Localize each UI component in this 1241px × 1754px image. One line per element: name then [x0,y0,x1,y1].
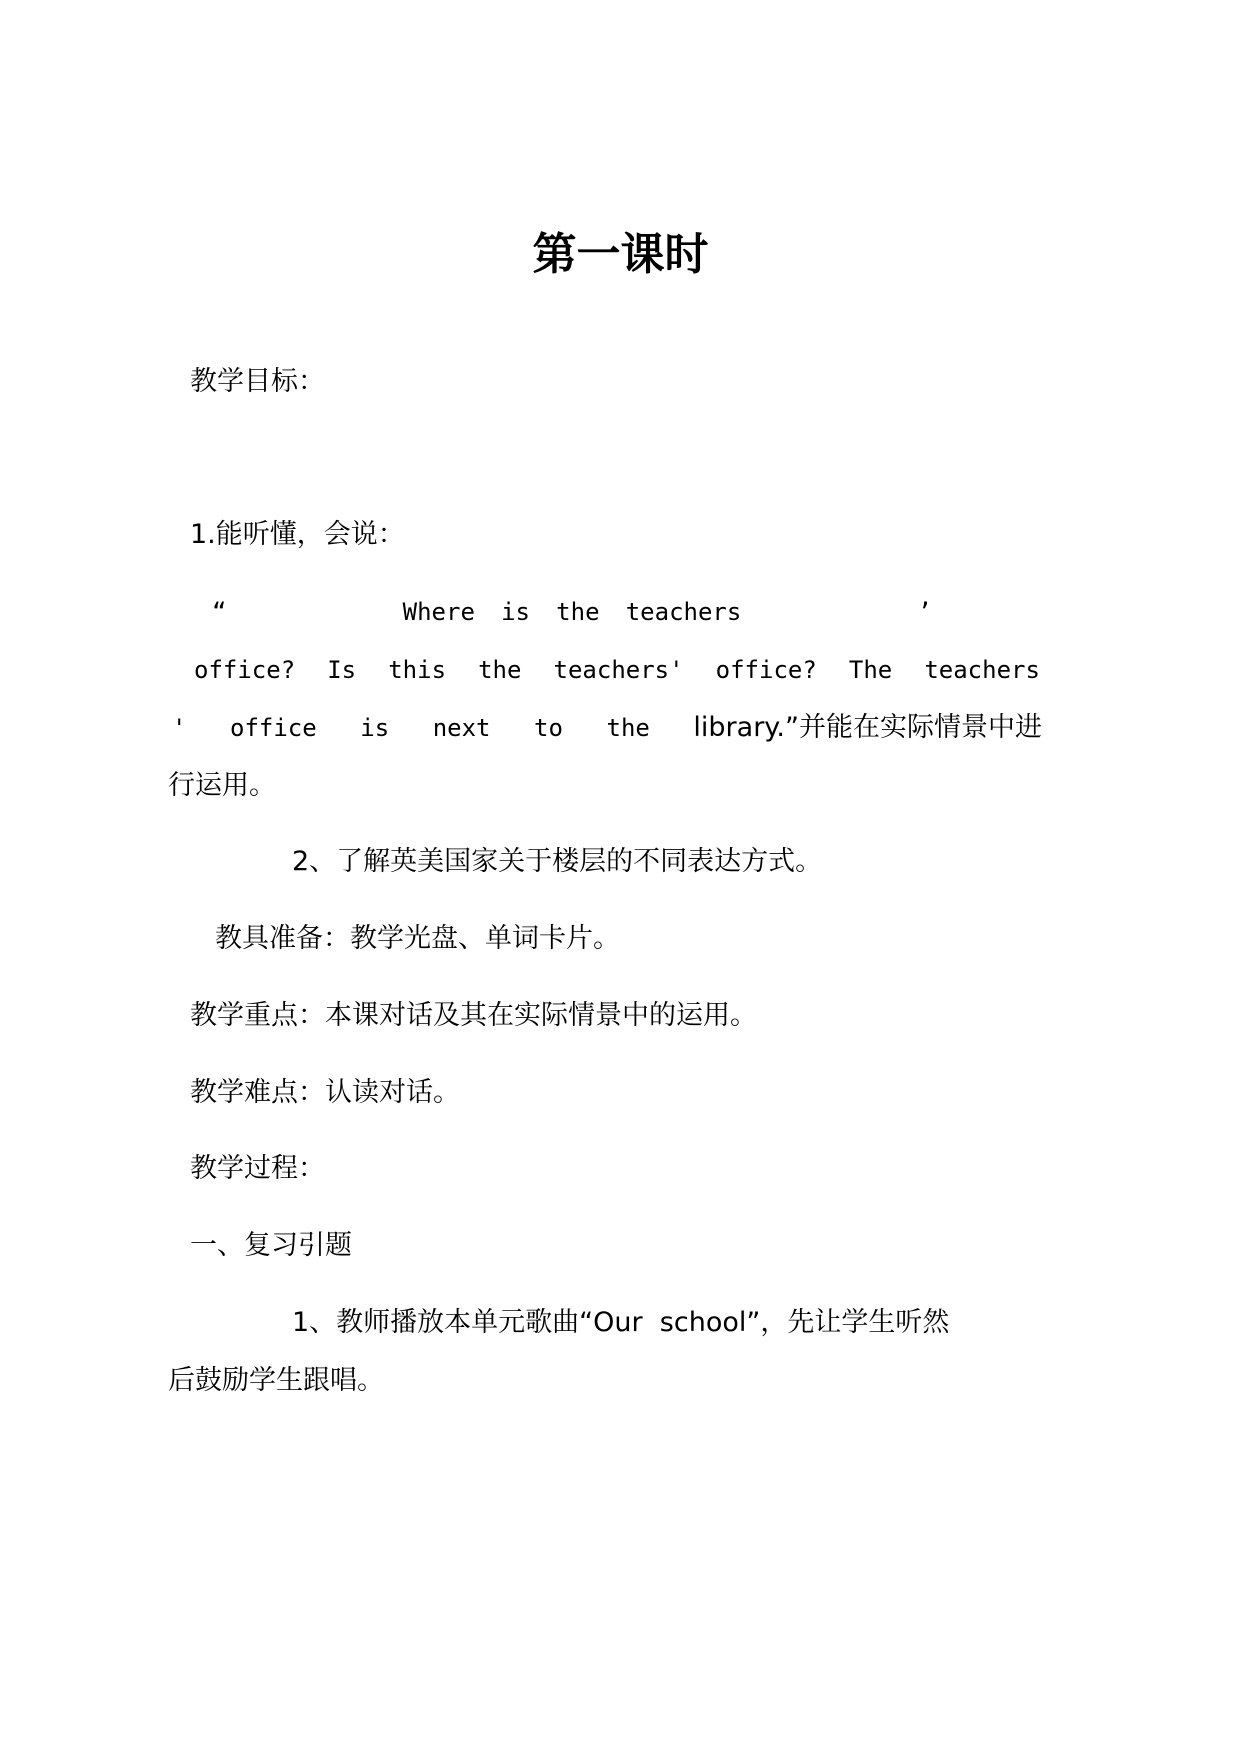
page-title: 第一课时 [532,229,709,280]
dialog-word: to [534,714,563,742]
dialog-word: library.”并能在实际情景中进 [693,712,1042,743]
step-1-line-1: 1、教师播放本单元歌曲“Our school”，先让学生听然 [292,1307,950,1338]
dialog-word: the [606,714,650,742]
dialog-word: office? [715,656,817,684]
dialog-word: is [360,714,390,742]
dialog-word: The [848,656,893,684]
process-heading: 教学过程： [190,1153,325,1184]
dialog-word: ’ [917,598,932,626]
dialog-word: office? [194,656,296,684]
dialog-word: Is [327,656,357,684]
dialog-word: Where [402,598,475,626]
section-1-heading: 一、复习引题 [190,1230,352,1261]
dialog-word: teachers' [553,656,684,684]
dialog-word: “ [212,598,227,626]
dialog-word: teachers [625,598,742,626]
dialog-line-3 [172,708,1042,748]
objective-2: 2、了解英美国家关于楼层的不同表达方式。 [292,846,823,877]
dialog-line-1 [212,592,932,632]
materials: 教具准备：教学光盘、单词卡片。 [215,923,620,954]
dialog-word: the [478,656,522,684]
dialog-word: teachers [924,656,1040,684]
objective-1-intro: 1.能听懂，会说： [190,519,405,550]
step-1-line-2: 后鼓励学生跟唱。 [168,1365,384,1396]
dialog-word: is [501,598,530,626]
dialog-line-2 [194,650,1040,690]
dialog-word: the [556,598,600,626]
dialog-word: next [432,714,491,742]
dialog-word: office [230,714,317,742]
dialog-word: ' [172,714,187,742]
dialog-line-4: 行运用。 [168,770,276,801]
key-points: 教学重点：本课对话及其在实际情景中的运用。 [190,1000,757,1031]
objectives-heading: 教学目标： [190,366,325,397]
difficulty: 教学难点：认读对话。 [190,1077,460,1108]
dialog-word: this [388,656,447,684]
